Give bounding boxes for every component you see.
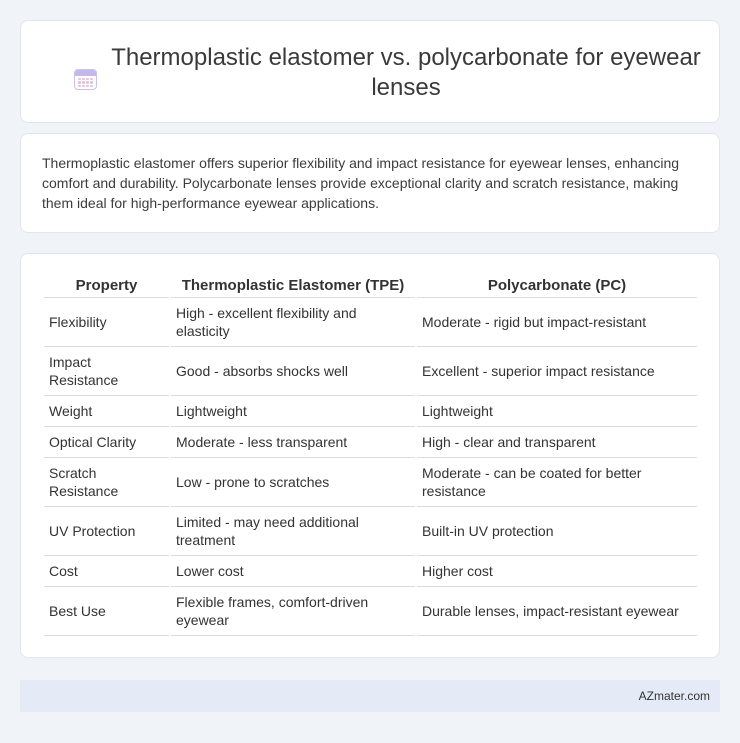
property-cell: Impact Resistance [44,347,169,396]
tpe-cell: High - excellent flexibility and elasticity [171,298,415,347]
calendar-icon [74,69,97,90]
pc-cell: Built-in UV protection [417,507,697,556]
property-cell: Flexibility [44,298,169,347]
property-cell: Optical Clarity [44,427,169,458]
table-row [44,298,697,347]
tpe-cell: Moderate - less transparent [171,427,415,458]
property-cell: Scratch Resistance [44,458,169,507]
pc-cell: Lightweight [417,396,697,427]
table-row [44,587,697,636]
property-cell: Cost [44,556,169,587]
table-row [44,458,697,507]
title-card [20,20,720,123]
page-title: Thermoplastic elastomer vs. polycarbonate for eyewear lenses [111,44,701,101]
table-row [44,347,697,396]
summary-text: Thermoplastic elastomer offers superior flexibility and impact resistance for eyewear lenses, enhancing comfort and durability. Polycarbonate lenses provide exceptional clarity and scratch resistance, making them ideal for high-performance eyewear applications. [42,155,680,211]
tpe-cell: Lightweight [171,396,415,427]
tpe-cell: Good - absorbs shocks well [171,347,415,396]
comparison-table-card [20,253,720,658]
column-header-tpe: Thermoplastic Elastomer (TPE) [171,274,415,298]
property-cell: Weight [44,396,169,427]
table-row [44,396,697,427]
comparison-table [42,274,699,636]
table-header-row [44,274,697,298]
pc-cell: Moderate - rigid but impact-resistant [417,298,697,347]
pc-cell: Excellent - superior impact resistance [417,347,697,396]
tpe-cell: Lower cost [171,556,415,587]
tpe-cell: Flexible frames, comfort-driven eyewear [171,587,415,636]
property-cell: UV Protection [44,507,169,556]
pc-cell: Durable lenses, impact-resistant eyewear [417,587,697,636]
footer-bar [20,680,720,712]
tpe-cell: Limited - may need additional treatment [171,507,415,556]
property-cell: Best Use [44,587,169,636]
table-row [44,556,697,587]
tpe-cell: Low - prone to scratches [171,458,415,507]
table-row [44,507,697,556]
summary-card [20,133,720,233]
column-header-pc: Polycarbonate (PC) [417,274,697,298]
pc-cell: Moderate - can be coated for better resistance [417,458,697,507]
footer-brand: AZmater.com [638,689,710,703]
column-header-property: Property [44,274,169,298]
pc-cell: High - clear and transparent [417,427,697,458]
pc-cell: Higher cost [417,556,697,587]
table-row [44,427,697,458]
